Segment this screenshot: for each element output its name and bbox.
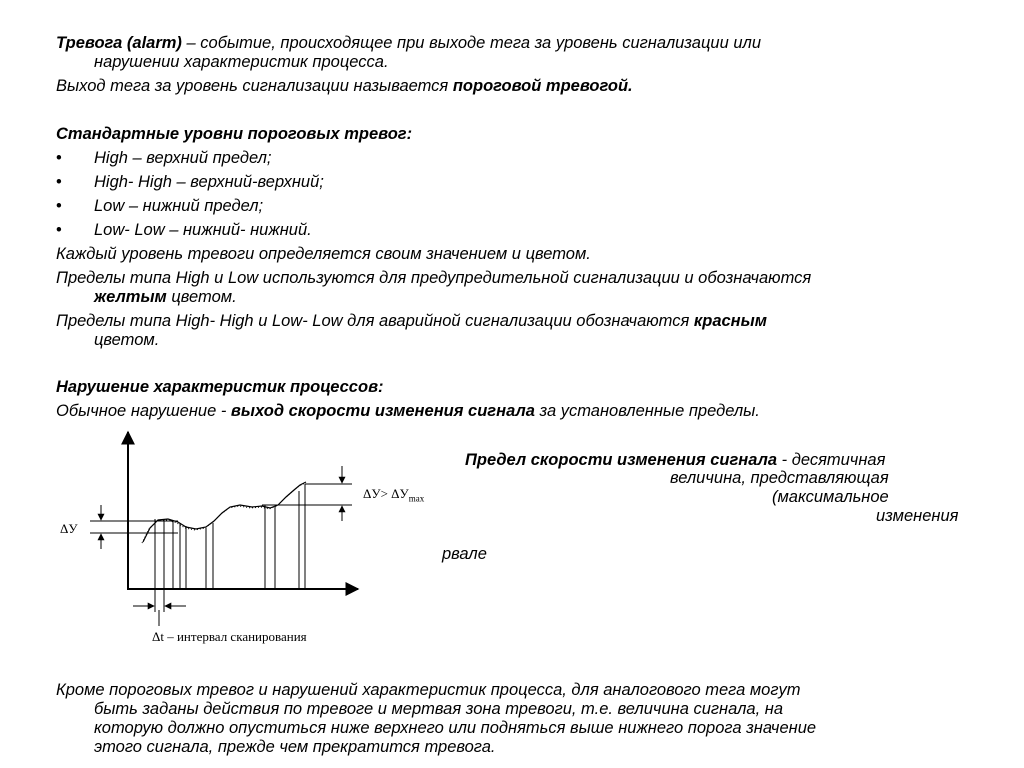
delta-t-caption: Δt – интервал сканирования [152,629,307,644]
footer-line4: этого сигнала, прежде чем прекратится тревога. [94,738,496,756]
red-limits-line1: Пределы типа High- High и Low- Low для аварийной сигнализации обозначаются красным [56,312,767,330]
bullet-icon: • [56,149,62,167]
list-item: High – верхний предел; [94,149,272,167]
process-heading: Нарушение характеристик процессов: [56,378,384,396]
rate-violation-term: выход скорости изменения сигнала [230,402,535,420]
yellow-limits-line1: Пределы типа High и Low используются для предупредительной сигнализации и обозначаются [56,269,812,287]
delta-y-exceed-label: $\Delta У> \Delta У_{max}$ [363,486,425,504]
rate-limit-line4: изменения [876,507,959,525]
bullet-icon: • [56,197,62,215]
list-item: Low- Low – нижний- нижний. [94,221,312,239]
footer-line3: которую должно опуститься ниже верхнего или подняться выше нижнего порога значение [94,719,817,737]
yellow-limits-line2: желтым цветом. [94,288,237,306]
rate-limit-term: Предел скорости изменения сигнала [465,451,778,469]
threshold-alarm-definition: Выход тега за уровень сигнализации называется пороговой тревогой. [56,77,633,95]
rate-limit-line3: (максимальное [772,488,889,506]
rate-limit-line5: рвале [442,545,487,563]
rate-limit-line1: Предел скорости изменения сигнала - десятичная [465,451,886,469]
delta-y-label: ΔУ [60,521,78,536]
alarm-definition-line2: нарушении характеристик процесса. [94,53,389,71]
yellow-word: желтым [94,288,167,306]
level-color-note: Каждый уровень тревоги определяется своим значением и цветом. [56,245,591,263]
footer-line2: быть заданы действия по тревоге и мертвая зона тревоги, т.е. величина сигнала, на [94,700,784,718]
list-item: Low – нижний предел; [94,197,264,215]
red-word: красным [693,312,767,330]
bullet-icon: • [56,173,62,191]
footer-line1: Кроме пороговых тревог и нарушений характеристик процесса, для аналогового тега могут [56,681,801,699]
list-item: High- High – верхний-верхний; [94,173,324,191]
process-text: Обычное нарушение - выход скорости изменения сигнала за установленные пределы. [56,402,760,420]
threshold-alarm-term: пороговой тревогой. [452,77,633,95]
levels-heading: Стандартные уровни пороговых тревог: [56,125,413,143]
alarm-definition-line1: Тревога (alarm) – событие, происходящее при выходе тега за уровень сигнализации или [56,34,762,52]
rate-limit-line2: величина, представляющая [670,469,889,487]
alarm-term: Тревога (alarm) [56,34,182,52]
red-limits-line2: цветом. [94,331,160,349]
bullet-icon: • [56,221,62,239]
